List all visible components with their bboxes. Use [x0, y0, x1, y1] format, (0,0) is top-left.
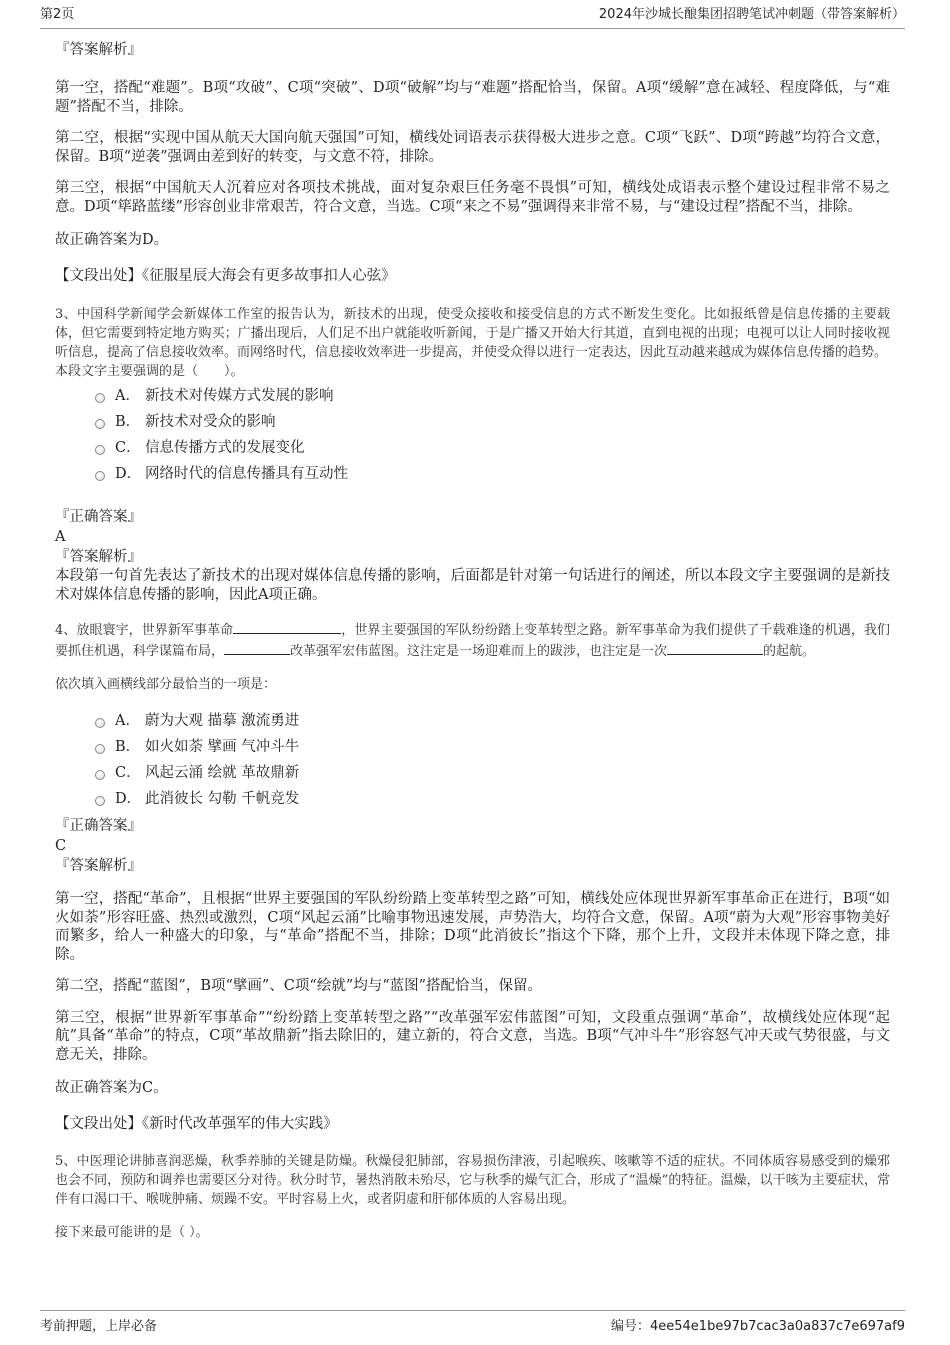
- q2-analysis-label: 『答案解析』: [55, 42, 142, 58]
- option-letter: C．: [115, 440, 141, 456]
- q4-analysis-p2: 第二空，搭配“蓝图”，B项“擘画”、C项“绘就”均与“蓝图”搭配恰当，保留。: [55, 978, 543, 994]
- footer-slogan: 考前押题，上岸必备: [40, 1319, 158, 1334]
- option-text: 如火如荼 擘画 气冲斗牛: [145, 739, 300, 755]
- q3-question: 本段文字主要强调的是（ ）。: [55, 364, 244, 379]
- q4-option-b[interactable]: [55, 734, 890, 760]
- footer-id: 编号：4ee54e1be97b7cac3a0a837c7e697af9: [611, 1319, 905, 1334]
- q3-option-d[interactable]: [55, 461, 890, 487]
- q3-answer: A: [55, 529, 66, 545]
- page-content: [55, 40, 890, 1242]
- q4-conclusion: 故正确答案为C。: [55, 1080, 168, 1096]
- q4-stem-part1: 4、放眼寰宇，世界新军事革命: [55, 623, 234, 638]
- radio-icon[interactable]: [95, 770, 105, 780]
- option-text: 风起云涌 绘就 革故鼎新: [145, 765, 300, 781]
- q4-stem: [55, 619, 890, 661]
- q4-analysis-p1: 第一空，搭配“革命”，且根据“世界主要强国的军队纷纷踏上变革转型之路”可知，横线处应体现世界新军事革命正在进行，B项“如火如荼”形容旺盛、热烈或激烈，C项“风起云涌”比喻事物迅速发展，声势浩大，均符合文意，保留。A项“蔚为大观”形容事物美好而繁多，给人一种盛大的印象，与“革命”搭配不当，排除；D项“此消彼长”指这个下降，那个上升，文段并未体现下降之意，排除。: [55, 891, 890, 963]
- q4-stem-part2: ，世界主要强国的军队纷纷踏上变革转型之路。新军事革命为我们提供了千载难逢的机遇，我们要抓住机遇，科学谋篇布局，: [55, 623, 890, 659]
- radio-icon[interactable]: [95, 393, 105, 403]
- option-text: 蔚为大观 描摹 激流勇进: [145, 713, 300, 729]
- option-text: 网络时代的信息传播具有互动性: [145, 466, 348, 482]
- q4-option-d[interactable]: [55, 786, 890, 812]
- option-letter: A．: [115, 713, 140, 729]
- document-title: 2024年沙城长酿集团招聘笔试冲刺题（带答案解析）: [598, 7, 905, 22]
- option-letter: C．: [115, 765, 141, 781]
- page-header: [40, 0, 905, 29]
- q3-stem: 3、中国科学新闻学会新媒体工作室的报告认为，新技术的出现，使受众接收和接受信息的方式不断发生变化。比如报纸曾是信息传播的主要载体，但它需要到特定地方购买；广播出现后，人们足不出户就能收听新闻，于是广播又开始大行其道，直到电视的出现；电视可以让人同时接收视听信息，提高了信息接收效率。而网络时代，信息接收效率进一步提高，并使受众得以进行一定表达，因此互动越来越成为媒体信息传播的趋势。: [55, 307, 890, 360]
- q3-options: [55, 383, 890, 487]
- q3-option-c[interactable]: [55, 435, 890, 461]
- radio-icon[interactable]: [95, 419, 105, 429]
- option-text: 此消彼长 勾勒 千帆竞发: [145, 791, 300, 807]
- q2-source: 【文段出处】《征服星辰大海会有更多故事扣人心弦》: [55, 267, 396, 284]
- radio-icon[interactable]: [95, 744, 105, 754]
- q4-answer-label: 『正确答案』: [55, 818, 142, 834]
- option-letter: D．: [115, 466, 142, 482]
- radio-icon[interactable]: [95, 471, 105, 481]
- q3-analysis: 本段第一句首先表达了新技术的出现对媒体信息传播的影响，后面都是针对第一句话进行的阐述，所以本段文字主要强调的是新技术对媒体信息传播的影响，因此A项正确。: [55, 568, 890, 603]
- option-text: 新技术对传媒方式发展的影响: [145, 388, 334, 404]
- option-letter: B．: [115, 414, 141, 430]
- blank-2: [224, 640, 290, 655]
- q2-conclusion: 故正确答案为D。: [55, 232, 169, 248]
- q3-option-b[interactable]: [55, 409, 890, 435]
- q4-answer: C: [55, 838, 67, 854]
- radio-icon[interactable]: [95, 718, 105, 728]
- q2-analysis-p3: 第三空，根据“中国航天人沉着应对各项技术挑战，面对复杂艰巨任务毫不畏惧”可知，横线处成语表示整个建设过程非常不易之意。D项“筚路蓝缕”形容创业非常艰苦，符合文意，当选。C项“来之不易”强调得来非常不易，与“建设过程”搭配不当，排除。: [55, 180, 890, 215]
- blank-1: [233, 619, 341, 634]
- page-footer: [40, 1310, 905, 1341]
- option-text: 新技术对受众的影响: [145, 414, 276, 430]
- option-letter: D．: [115, 791, 142, 807]
- q4-stem-part3: 改革强军宏伟蓝图。这注定是一场迎难而上的跋涉，也注定是一次: [290, 644, 668, 659]
- q4-analysis-p3: 第三空，根据“世界新军事革命”“纷纷踏上变革转型之路”“改革强军宏伟蓝图”可知，文段重点强调“革命”，故横线处应体现“起航”具备“革命”的特点，C项“革故鼎新”指去除旧的，建立新的，符合文意，当选。B项“气冲斗牛”形容怒气冲天或气势很盛，与文意无关，排除。: [55, 1009, 890, 1063]
- q4-analysis-label: 『答案解析』: [55, 858, 142, 874]
- q4-source: 【文段出处】《新时代改革强军的伟大实践》: [55, 1115, 338, 1132]
- q4-stem-part4: 的起航。: [763, 644, 816, 659]
- q5-question: 接下来最可能讲的是（ ）。: [55, 1225, 209, 1240]
- q3-answer-label: 『正确答案』: [55, 509, 142, 525]
- q4-option-c[interactable]: [55, 760, 890, 786]
- q5-stem: 5、中医理论讲肺喜润恶燥，秋季养肺的关键是防燥。秋燥侵犯肺部，容易损伤津液，引起喉疾、咳嗽等不适的症状。不同体质容易感受到的燥邪也会不同，预防和调养也需要区分对待。秋分时节，暑热消散未殆尽，它与秋季的燥气汇合，形成了“温燥”的特征。温燥，以干咳为主要症状，常伴有口渴口干、喉咙肿痛、烦躁不安。平时容易上火，或者阴虚和肝郁体质的人容易出现。: [55, 1154, 890, 1207]
- option-text: 信息传播方式的发展变化: [145, 440, 305, 456]
- q3-option-a[interactable]: [55, 383, 890, 409]
- option-letter: A．: [115, 388, 140, 404]
- q3-analysis-label: 『答案解析』: [55, 549, 142, 565]
- q4-options: [55, 708, 890, 812]
- blank-3: [667, 640, 763, 655]
- radio-icon[interactable]: [95, 796, 105, 806]
- q4-option-a[interactable]: [55, 708, 890, 734]
- radio-icon[interactable]: [95, 445, 105, 455]
- option-letter: B．: [115, 739, 141, 755]
- page-number: 第2页: [40, 7, 75, 22]
- q2-analysis-p1: 第一空，搭配“难题”。B项“攻破”、C项“突破”、D项“破解”均与“难题”搭配恰当，保留。A项“缓解”意在减轻、程度降低，与“难题”搭配不当，排除。: [55, 80, 890, 115]
- q4-question: 依次填入画横线部分最恰当的一项是：: [55, 677, 277, 692]
- q2-analysis-p2: 第二空，根据“实现中国从航天大国向航天强国”可知，横线处词语表示获得极大进步之意。C项“飞跃”、D项“跨越”均符合文意，保留。B项“逆袭”强调由差到好的转变，与文意不符，排除。: [55, 130, 890, 165]
